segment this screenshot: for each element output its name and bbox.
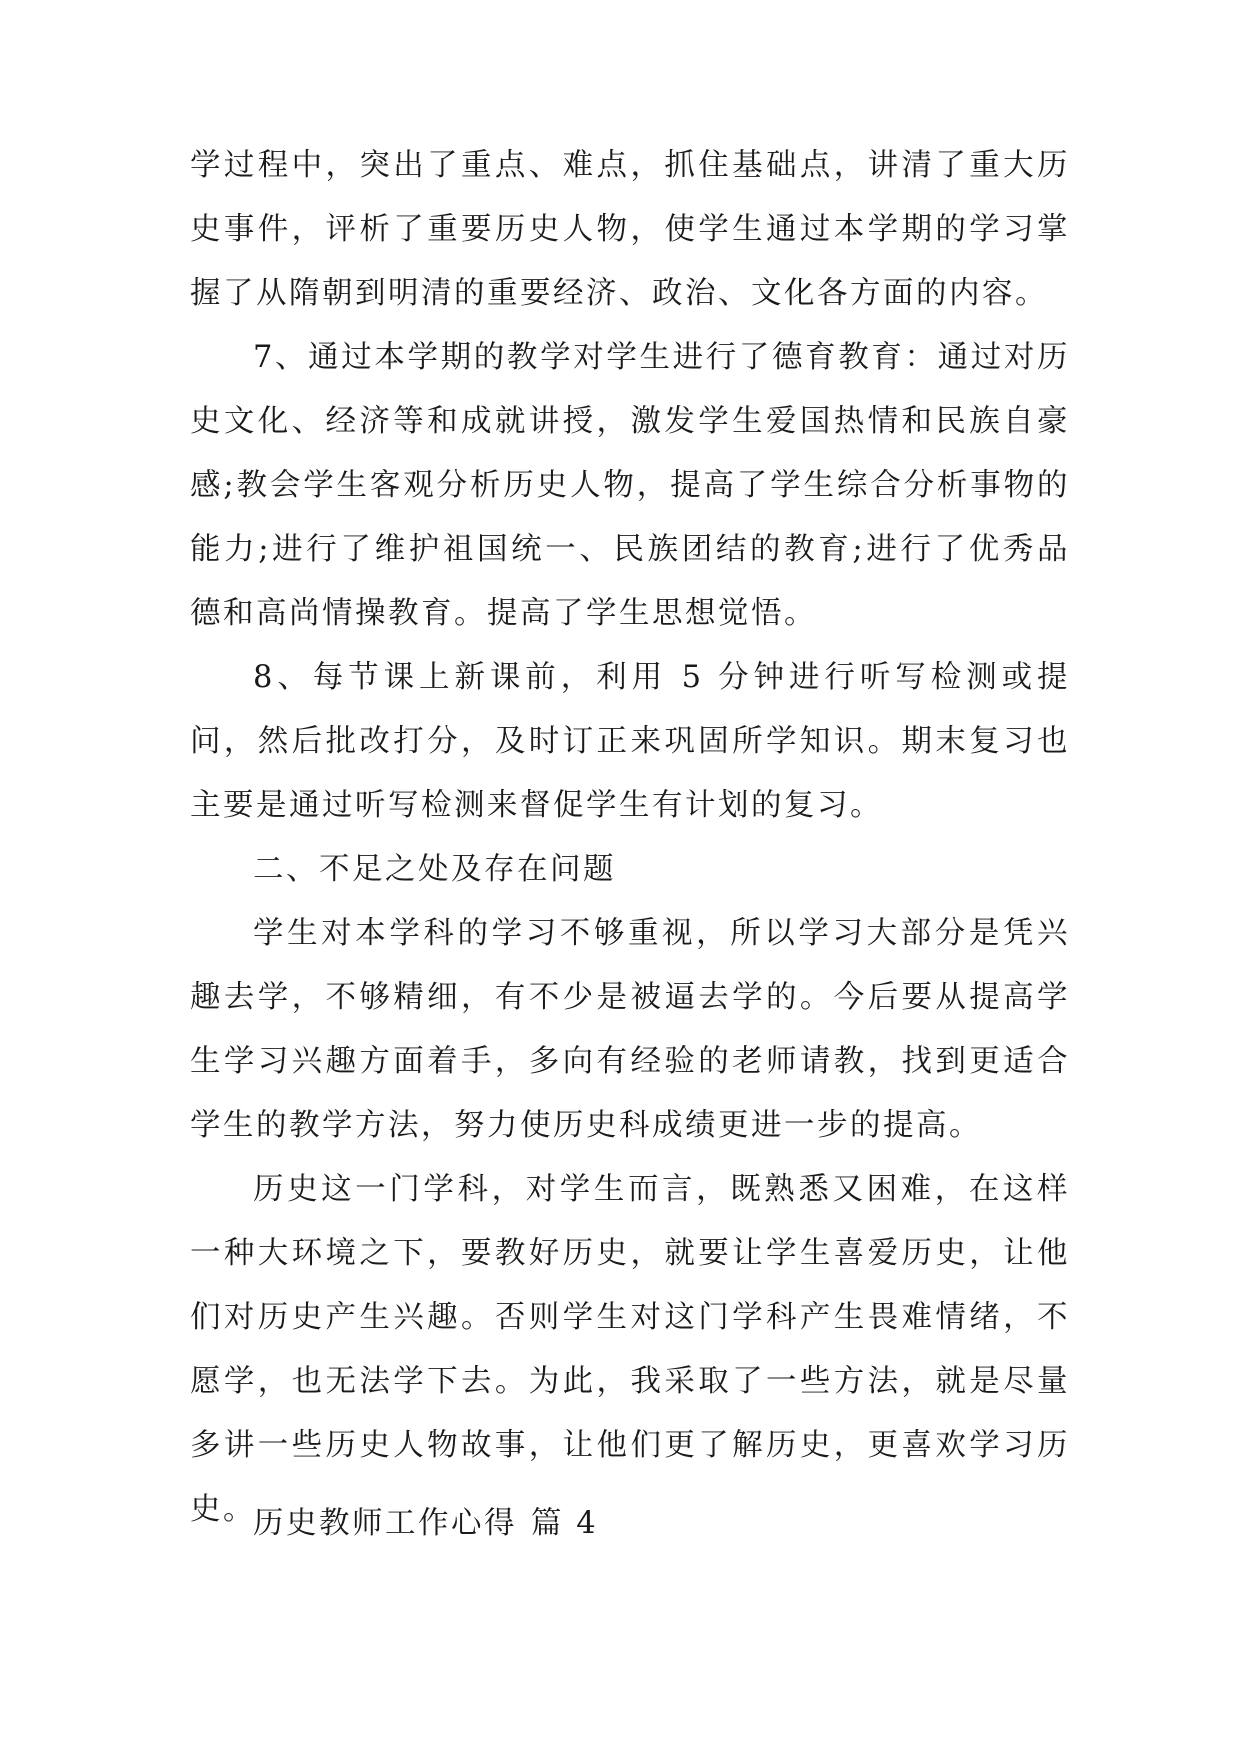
- paragraph-history-interest: 历史这一门学科，对学生而言，既熟悉又困难，在这样一种大环境之下，要教好历史，就要让学生喜爱历史，让他们对历史产生兴趣。否则学生对这门学科产生畏难情绪，不愿学，也无法学下去。为此，我采取了一些方法，就是尽量多讲一些历史人物故事，让他们更了解历史，更喜欢学习历史。: [190, 1172, 1070, 1527]
- section-heading: [253, 1492, 598, 1556]
- section-heading-title: 历史教师工作心得: [253, 1506, 517, 1541]
- paragraph-continuation: 学过程中，突出了重点、难点，抓住基础点，讲清了重大历史事件，评析了重要历史人物，使学生通过本学期的学习掌握了从隋朝到明清的重要经济、政治、文化各方面的内容。: [190, 148, 1070, 311]
- paragraph-shortcomings: 学生对本学科的学习不够重视，所以学习大部分是凭兴趣去学，不够精细，有不少是被逼去学的。今后要从提高学生学习兴趣方面着手，多向有经验的老师请教，找到更适合学生的教学方法，努力使历史科成绩更进一步的提高。: [190, 916, 1070, 1143]
- paragraph-moral-education: 7、通过本学期的教学对学生进行了德育教育：通过对历史文化、经济等和成就讲授，激发学生爱国热情和民族自豪感;教会学生客观分析历史人物，提高了学生综合分析事物的能力;进行了维护祖国统一、民族团结的教育;进行了优秀品德和高尚情操教育。提高了学生思想觉悟。: [190, 340, 1070, 631]
- body-text: [190, 134, 1070, 1542]
- section-heading-number: 篇 4: [531, 1506, 599, 1541]
- section-subheading-shortcomings: 二、不足之处及存在问题: [253, 852, 616, 887]
- paragraph-dictation-check: 8、每节课上新课前，利用 5 分钟进行听写检测或提问，然后批改打分，及时订正来巩固所学知识。期末复习也主要是通过听写检测来督促学生有计划的复习。: [190, 660, 1070, 823]
